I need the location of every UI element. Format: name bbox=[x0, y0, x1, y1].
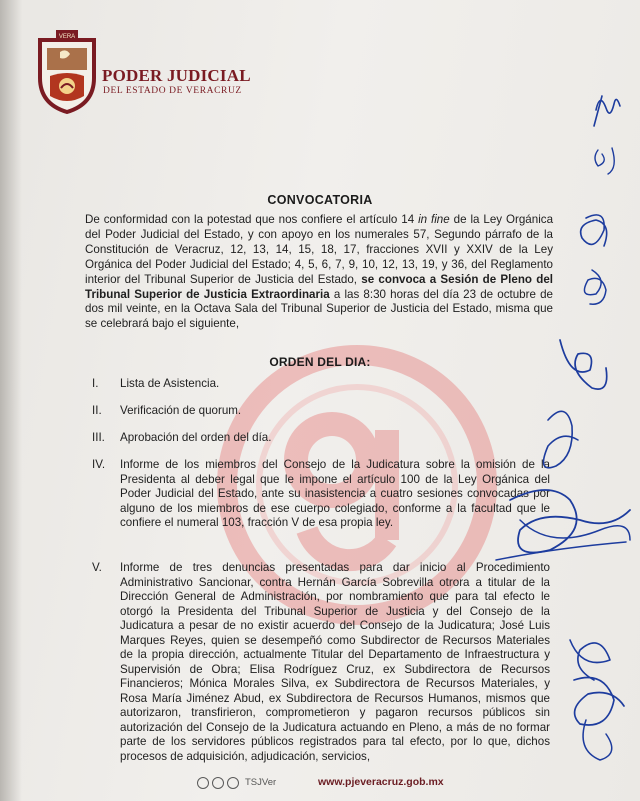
website-url: www.pjeveracruz.gob.mx bbox=[318, 776, 444, 788]
intro-paragraph bbox=[85, 213, 553, 332]
agenda-item-number: V. bbox=[92, 561, 102, 574]
social-handle: TSJVer bbox=[245, 777, 277, 788]
social-icons bbox=[197, 776, 239, 790]
twitter-icon bbox=[227, 777, 239, 789]
document-title: CONVOCATORIA bbox=[267, 193, 373, 207]
intro-bold: se convoca a Sesión de Pleno del Tribunal Superior de Justicia Extraordinaria bbox=[85, 272, 553, 301]
seal-label: VERA bbox=[58, 34, 76, 40]
instagram-icon bbox=[212, 777, 224, 789]
agenda-item-number: IV. bbox=[92, 458, 106, 471]
intro-text-3: a las 8:30 horas del día 23 de octubre de dos mil veinte, en la Octava Sala del Tribunal Superior de Justicia del Estado, misma que se celebrará bajo el siguiente, bbox=[85, 287, 553, 331]
page-shadow bbox=[0, 0, 22, 801]
agenda-item-text: Aprobación del orden del día. bbox=[120, 431, 272, 444]
brand-subtitle: DEL ESTADO DE VERACRUZ bbox=[103, 86, 242, 96]
agenda-item-number: II. bbox=[92, 404, 102, 417]
intro-italic: in fine bbox=[418, 213, 450, 226]
agenda-item-text: Informe de tres denuncias presentadas para dar inicio al Procedimiento Administrativo Sancionar, contra Hernán García Sobrevilla otrora a titular de la Dirección General de Administración, por nombramiento que para tal efecto le otorgó la Presidenta del Tribunal Superior de Justicia y del Consejo de la Judicatura a pesar de no existir acuerdo del Consejo de la Judicatura; José Luis Marques Reyes, quien se desempeñó como Subdirector de Recursos Materiales de la propia dirección, actualmente Titular del Departamento de Infraestructura y Supervisión de Obra; Elisa Rodríguez Cruz, ex Subdirectora de Recursos Financieros; Mónica Morales Silva, ex Subdirectora de Recursos Materiales, y Rosa María Jiménez Abud, ex Subdirectora de Recursos Humanos, mismos que autorizaron, transfirieron, comprometieron y pagaron recursos públicos sin autorización del Consejo de la Judicatura actuando en Pleno, a más de no formar parte de los servidores públicos registrados para tal efecto, por lo que, dichos procesos de adquisición, adjudicación, servicios, bbox=[120, 561, 550, 763]
agenda-title: ORDEN DEL DIA: bbox=[269, 355, 371, 369]
intro-text-2: de la Ley Orgánica del Poder Judicial del Estado, y con apoyo en los numerales 57, Segundo párrafo de la Constitución de Veracruz, 12, 13, 14, 15, 18, 17, fracciones XVII y XXIV de la Ley Orgánica del Poder Judicial del Estado; 4, 5, 6, 7, 9, 10, 12, 13, 19, y 36, del Reglamento interior del Tribunal Superior de Justicia del Estado, bbox=[85, 213, 554, 286]
facebook-icon bbox=[197, 777, 209, 789]
agenda-item-text: Verificación de quorum. bbox=[120, 404, 242, 417]
seal-icon bbox=[32, 26, 102, 114]
agenda-item-text: Lista de Asistencia. bbox=[120, 377, 220, 390]
intro-text-1: De conformidad con la potestad que nos confiere el artículo 14 bbox=[85, 213, 419, 226]
brand-name: PODER JUDICIAL bbox=[102, 66, 251, 85]
agenda-item-number: I. bbox=[92, 377, 99, 390]
agenda-item-text: Informe de los miembros del Consejo de la Judicatura sobre la omisión de la Presidenta al deber legal que le impone el artículo 100 de la Ley Orgánica del Poder Judicial del Estado, ante su inasistencia a cuatro sesiones convocadas por alguno de los miembros de ese cuerpo colegiado, conforme a la facultad que le confiere el numeral 103, fracción V de esa propia ley. bbox=[120, 458, 550, 529]
agenda-item-number: III. bbox=[92, 431, 105, 444]
